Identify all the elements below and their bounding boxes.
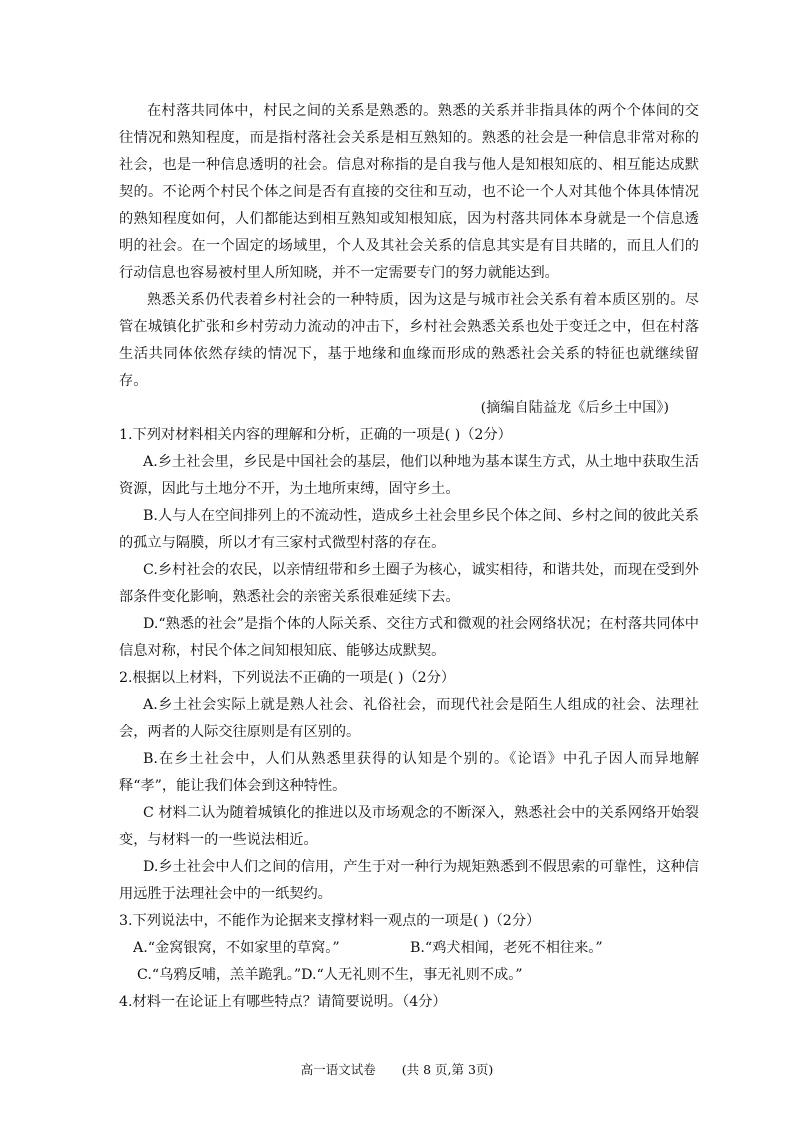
question-3-option-cd: C.“乌鸦反哺，羔羊跪乳。”D.“人无礼则不生，事无礼则不成。” bbox=[137, 967, 523, 983]
footer-exam-title: 高一语文试卷 bbox=[300, 1062, 376, 1077]
question-3-option-b: B.“鸡犬相闻，老死不相往来。” bbox=[410, 940, 603, 956]
question-2-option-c: C 材料二认为随着城镇化的推进以及市场观念的不断深入，熟悉社会中的关系网络开始裂变，与材料一的一些说法相近。 bbox=[119, 805, 699, 848]
question-1-stem: 1.下列对材料相关内容的理解和分析，正确的一项是( )（2分） bbox=[119, 427, 512, 443]
question-2-option-d: D.乡土社会中人们之间的信用，产生于对一种行为规矩熟悉到不假思索的可靠性，这种信用远胜于法理社会中的一纸契约。 bbox=[119, 859, 699, 902]
question-1-option-c: C.乡村社会的农民，以亲情纽带和乡土圈子为核心，诚实相待，和谐共处，而现在受到外部条件变化影响，熟悉社会的亲密关系很难延续下去。 bbox=[119, 562, 699, 605]
question-1-option-d: D.“熟悉的社会”是指个体的人际关系、交往方式和微观的社会网络状况；在村落共同体中信息对称，村民个体之间知根知底、能够达成默契。 bbox=[119, 616, 699, 659]
question-3-stem: 3.下列说法中，不能作为论据来支撑材料一观点的一项是( )（2分） bbox=[119, 913, 541, 929]
question-3-options-row-2 bbox=[119, 962, 699, 989]
question-3-options-row-1 bbox=[119, 935, 699, 962]
passage-source: (摘编自陆益龙《后乡土中国》) bbox=[480, 400, 669, 416]
page-content bbox=[119, 98, 699, 1016]
passage-paragraph-1: 在村落共同体中，村民之间的关系是熟悉的。熟悉的关系并非指具体的两个个体间的交往情况和熟知程度，而是指村落社会关系是相互熟知的。熟悉的社会是一种信息非常对称的社会，也是一种信息透明的社会。信息对称指的是自我与他人是知根知底的、相互能达成默契的。不论两个村民个体之间是否有直接的交往和互动，也不论一个人对其他个体具体情况的熟知程度如何，人们都能达到相互熟知或知根知底，因为村落共同体本身就是一个信息透明的社会。在一个固定的场域里，个人及其社会关系的信息其实是有目共睹的，而且人们的行动信息也容易被村里人所知晓，并不一定需要专门的努力就能达到。 bbox=[119, 103, 699, 281]
passage-paragraph-2: 熟悉关系仍代表着乡村社会的一种特质，因为这是与城市社会关系有着本质区别的。尽管在城镇化扩张和乡村劳动力流动的冲击下，乡村社会熟悉关系也处于变迁之中，但在村落生活共同体依然存续的情况下，基于地缘和血缘而形成的熟悉社会关系的特征也就继续留存。 bbox=[119, 292, 699, 389]
question-2-option-a: A.乡土社会实际上就是熟人社会、礼俗社会，而现代社会是陌生人组成的社会、法理社会，两者的人际交往原则是有区别的。 bbox=[119, 697, 699, 740]
question-2-stem: 2.根据以上材料，下列说法不正确的一项是( )（2分） bbox=[119, 670, 456, 686]
question-3-option-a: A.“金窝银窝，不如家里的草窝。” bbox=[133, 940, 340, 956]
question-1-option-a: A.乡土社会里，乡民是中国社会的基层，他们以种地为基本谋生方式，从土地中获取生活资源，因此与土地分不开，为土地所束缚，固守乡土。 bbox=[119, 454, 699, 497]
question-1-option-b: B.人与人在空间排列上的不流动性，造成乡土社会里乡民个体之间、乡村之间的彼此关系的孤立与隔膜，所以才有三家村式微型村落的存在。 bbox=[119, 508, 699, 551]
footer-page-info: (共 8 页,第 3页) bbox=[401, 1062, 494, 1077]
question-2-option-b: B.在乡土社会中，人们从熟悉里获得的认知是个别的。《论语》中孔子因人而异地解释“孝”，能让我们体会到这种特性。 bbox=[119, 751, 699, 794]
question-4-stem: 4.材料一在论证上有哪些特点？请简要说明。（4分） bbox=[119, 994, 447, 1010]
page-footer bbox=[0, 1062, 794, 1078]
